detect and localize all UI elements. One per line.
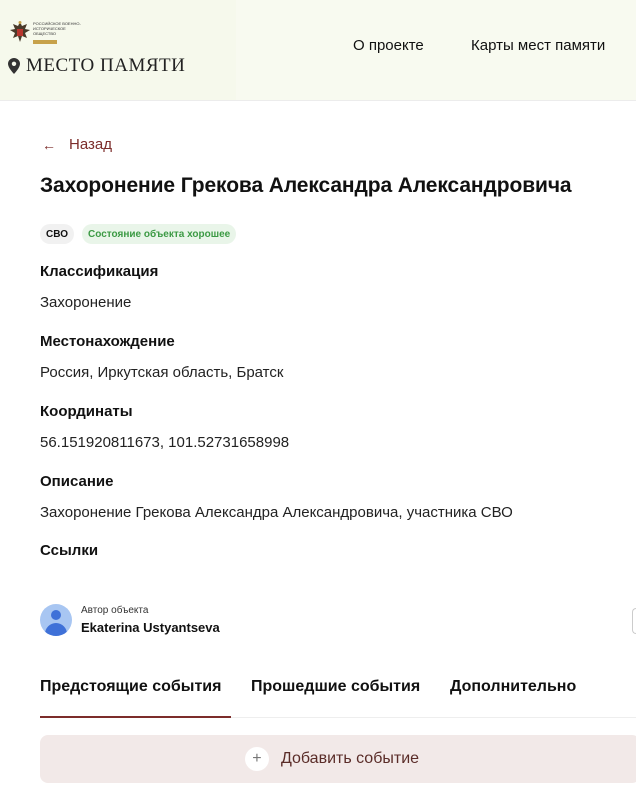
event-tabs xyxy=(40,678,636,718)
description-label: Описание xyxy=(40,473,114,490)
tab-additional[interactable]: Дополнительно xyxy=(450,678,577,695)
tab-past-events[interactable]: Прошедшие события xyxy=(251,678,421,695)
nav-maps[interactable]: Карты мест памяти xyxy=(471,37,606,54)
location-value: Россия, Иркутская область, Братск xyxy=(40,364,284,381)
classification-label: Классификация xyxy=(40,263,159,280)
tab-upcoming-events[interactable]: Предстоящие события xyxy=(40,678,231,718)
author-name: Ekaterina Ustyantseva xyxy=(81,620,220,635)
brand-name: МЕСТО ПАМЯТИ xyxy=(26,55,186,76)
user-avatar-icon xyxy=(40,604,72,636)
back-label: Назад xyxy=(69,136,112,153)
back-link[interactable] xyxy=(42,136,112,153)
tag-badge: СВО xyxy=(40,224,74,244)
edge-handle xyxy=(632,608,636,634)
arrow-left-icon: ← xyxy=(42,136,56,153)
coordinates-label: Координаты xyxy=(40,403,133,420)
coordinates-value: 56.151920811673, 101.52731658998 xyxy=(40,434,290,451)
location-label: Местонахождение xyxy=(40,333,175,350)
links-label: Ссылки xyxy=(40,542,99,559)
plus-icon: + xyxy=(245,747,269,771)
author-caption: Автор объекта xyxy=(81,605,149,616)
author-block[interactable] xyxy=(40,604,220,636)
description-value: Захоронение Грекова Александра Александровича, участника СВО xyxy=(40,504,513,521)
add-event-label: Добавить событие xyxy=(280,750,420,767)
site-header xyxy=(0,0,636,101)
classification-value: Захоронение xyxy=(40,294,132,311)
org-name: РОССИЙСКОЕ ВОЕННО-ИСТОРИЧЕСКОЕ ОБЩЕСТВО xyxy=(33,21,81,36)
add-event-button[interactable] xyxy=(40,735,636,783)
brand[interactable] xyxy=(8,55,185,77)
logo-area[interactable] xyxy=(0,0,236,100)
location-pin-icon xyxy=(8,58,20,74)
page-title: Захоронение Грекова Александра Александровича xyxy=(40,174,572,197)
author-info xyxy=(81,605,220,635)
status-badge: Состояние объекта хорошее xyxy=(82,224,236,244)
org-badge xyxy=(33,40,57,44)
emblem-icon xyxy=(9,20,31,46)
nav-about[interactable]: О проекте xyxy=(353,37,424,54)
